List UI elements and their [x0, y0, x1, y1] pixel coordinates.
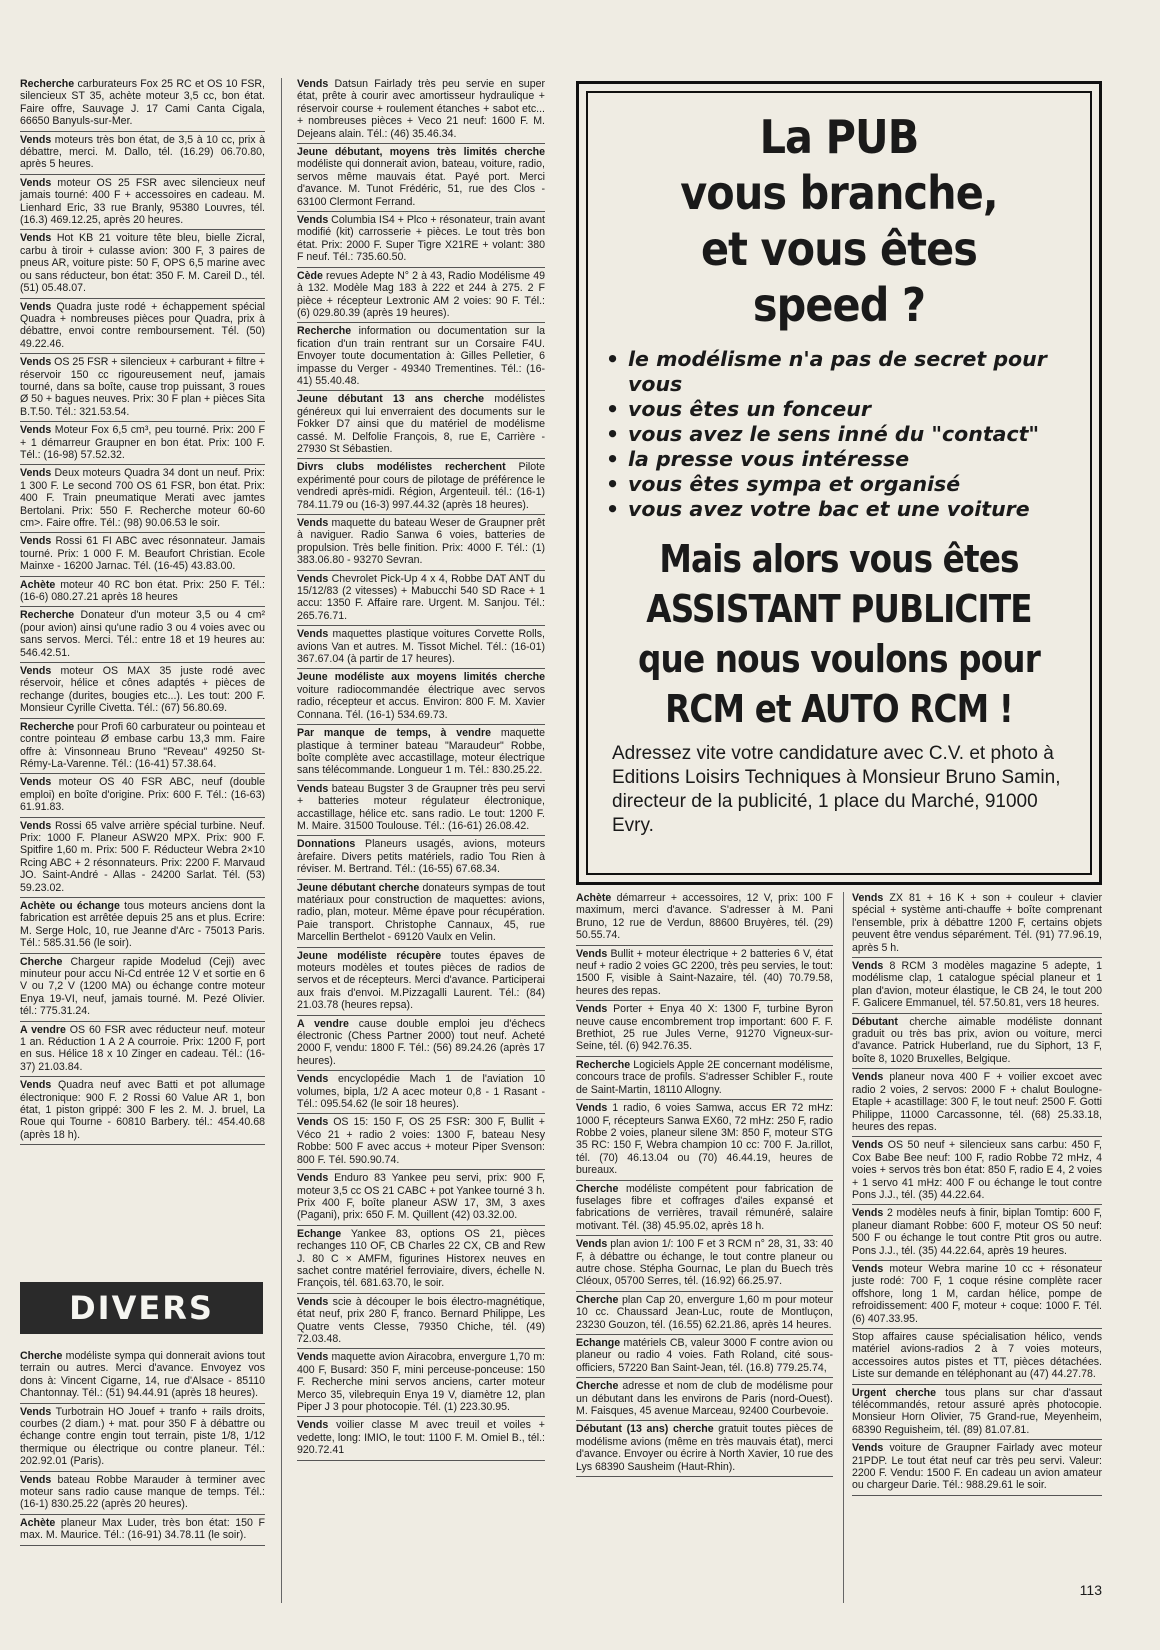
classified-ad [297, 325, 545, 391]
classified-ad [297, 671, 545, 725]
ad-body: plan Cap 20, envergure 1,60 m pour moteur 10 cc. Chaussard Jean-Luc, route de Montluçon, 23230 Gouzon, tél. (16.55) 62.21.86, après 14 heures. [576, 1293, 833, 1331]
ad-body: Bullit + moteur électrique + 2 batteries 6 V, état neuf + radio 2 voies GC 2200, très peu servies, le tout: 1500 F, visible à Saint-Nazaire, tél. (40) 70.79.58, heures des repas. [576, 947, 833, 997]
classified-ad [576, 1423, 833, 1477]
ad-lead-word: Vends [576, 947, 608, 960]
classified-ad [20, 579, 265, 608]
ad-body: Porter + Enya 40 X: 1300 F, turbine Byron neuve cause encombrement trop important: 600 F. F. Brethiot, 25 rue Jules Verne, 91270 Vigneux-sur-Seine, tél. (6) 942.76.35. [576, 1003, 833, 1053]
ad-lead-word: Vends [20, 424, 52, 437]
ad-job-title [623, 534, 1055, 734]
classified-ad [297, 838, 545, 879]
ad-lead-word: Vends [20, 776, 52, 789]
classified-ad [297, 783, 545, 837]
classified-ad [852, 1139, 1102, 1205]
ad-body: planeur Max Luder, très bon état: 150 F max. M. Maurice. Tél.: (16-91) 34.78.11 (le soir). [20, 1516, 265, 1542]
column-divider [843, 892, 844, 1603]
ad-lead-word: Vends [297, 1419, 329, 1432]
classified-ad [576, 1238, 833, 1292]
classified-ad [20, 900, 265, 954]
ad-body: moteur OS MAX 35 juste rodé avec réservoir, hélice et cônes adaptés + pièces de rechange (durites, bougies etc...). Les tout: 200 F. Monsieur Cyrille Civetta. Tél.: (67) 56.80.69. [20, 665, 265, 715]
classified-ad [297, 1228, 545, 1294]
ad-body: OS 50 neuf + silencieux sans carbu: 450 F, Cox Babe Bee neuf: 100 F, radio Robbe 72 mHz, 4 voies + servos très bon état: 850 F, radio E 4, 2 voies + 1 servo 41 mHz: 400 F ou échange le tout contre Pons J.J., tél. (35) 44.22.64. [852, 1139, 1102, 1201]
classifieds-column-2 [297, 78, 545, 1463]
classified-ad [20, 609, 265, 663]
ad-lead-word: Vends [297, 78, 329, 90]
classified-ad [852, 1263, 1102, 1329]
ad-lead-word: Jeune débutant 13 ans cherche [297, 393, 485, 406]
ad-body: moteurs très bon état, de 3,5 à 10 cc, prix à débattre, merci. M. Dallo, tél. (16.29) 06.70.80, après 5 heures. [20, 133, 265, 171]
ad-body: Datsun Fairlady très peu servie en super état, prête à courir avec amortisseur hydraulique + réservoir course + roulement étanches + sabot etc... + nombreuses pièces + Veco 21 neuf: 1600 F. M. Dejeans alain. Tél.: (46) 35.46.34. [297, 78, 546, 140]
ad-body: maquette du bateau Weser de Graupner prêt à naviguer. Radio Sanwa 6 voies, batteries de propulsion. Très belle finition. Prix: 4000 F. Tél.: (1) 383.06.80 - 93270 Sevran. [297, 517, 545, 567]
ad-lead-word: Vends [297, 1295, 329, 1308]
ad-body: moteur 40 RC bon état. Prix: 250 F. Tél.: (16-6) 080.27.21 après 18 heures [20, 578, 265, 604]
ad-lead-word: Vends [20, 176, 52, 189]
classified-ad [297, 146, 545, 212]
classified-ad [20, 424, 265, 465]
classified-ad [852, 1387, 1102, 1441]
ad-body: Quadra neuf avec Batti et pot allumage électronique: 900 F. 2 Rossi 60 Value AR 1, bon état, 1 piston grippé: 300 F les 2. M. J. bruel, La Roue qui Tourne - 60810 Barbery. tél.: 454.40.68 (après 18 h). [20, 1079, 265, 1141]
ad-lead-word: Vends [297, 1351, 329, 1364]
ad-lead-word: Echange [576, 1337, 621, 1349]
classified-ad [20, 956, 265, 1022]
classified-ad [852, 1442, 1102, 1496]
ad-headline-line: et vous êtes [700, 222, 978, 276]
classified-ad [297, 1116, 545, 1170]
ad-body: maquette plastique à terminer bateau "Maraudeur" Robbe, boîte complète avec accastillage, moteur électrique sans télécommande. Longueur 1 m. Tél.: 830.25.22. [297, 727, 545, 777]
ad-body: maquette avion Airacobra, envergure 1,70 m: 400 F, Busard: 350 F, mini perceuse-ponceuse: 150 F. Recherche mini servos anciens, carter moteur Merco 35, vilebrequin Enya 19 V, diamètre 12, plan Piper J 3 pour photocopie. Tél. (1) 223.30.95. [297, 1351, 545, 1413]
ad-lead-word: Vends [576, 1102, 608, 1115]
ad-title-line: RCM et AUTO RCM ! [665, 687, 1013, 731]
ad-lead-word: Cherche [576, 1380, 619, 1393]
ad-body: Logiciels Apple 2E concernant modélisme, concours trace de profils. S'adresser Schibler F., route de Saint-Martin, 18110 Allogny. [576, 1058, 833, 1096]
ad-headline [613, 109, 1065, 333]
ad-body: 2 modèles neufs à finir, biplan Tomtip: 600 F, planeur diamant Robbe: 600 F, moteur OS 50 neuf: 500 F ou échange le tout contre Ptit gros ou autre. Pons J.J., tél. (35) 44.22.64, après 19 heures. [852, 1207, 1102, 1257]
ad-body: tous moteurs anciens dont la fabrication est arrêtée depuis 25 ans et plus. Ecrire: M. Serge Holc, 10, rue Jeanne d'Arc - 75013 Paris. Tél.: 585.31.56 (le soir). [20, 899, 265, 950]
ad-body: toutes épaves de moteurs modèles et toutes pièces de radios de servos et de récepteurs. Merci d'avance. Participerai aux frais d'envoi. M.Pizzagalli Laurent. Tél.: (84) 21.03.78 (heures repsa). [297, 949, 545, 1012]
classified-ad [297, 461, 545, 515]
ad-lead-word: Débutant [852, 1015, 898, 1028]
ad-body: Quadra juste rodé + échappement spécial Quadra + nombreuses pièces pour Quadra, prix à débattre, envoi contre remboursement. Tél. (50) 49.22.46. [20, 300, 265, 350]
ad-lead-word: Vends [852, 1139, 884, 1152]
ad-body: donateurs sympas de tout matériaux pour construction de maquettes: avions, radio, plan, moteur. Même épave pour récupération. Paie transport. Christophe Cannaux, 45, rue Marcellin Berthelot - 69120 Vaulx en Velin. [297, 881, 546, 944]
ad-body: tous plans sur char d'assaut télécommandés, retour assuré après photocopie. Monsieur Horn Olivier, 75 Grand-rue, Meyenheim, 68390 Reguisheim, tél. (89) 81.07.81. [852, 1386, 1103, 1436]
ad-lead-word: Vends [20, 535, 52, 548]
ad-lead-word: Achète [576, 892, 612, 904]
ad-lead-word: Jeune modéliste récupère [297, 949, 442, 962]
ad-bullet-list [606, 347, 1090, 522]
classified-ad [20, 1474, 265, 1515]
ad-lead-word: Vends [20, 300, 52, 313]
page-number: 113 [1079, 1582, 1102, 1598]
ad-bullet: • vous êtes sympa et organisé [606, 472, 1090, 497]
ad-body: moteur OS 25 FSR avec silencieux neuf jamais tourné: 400 F + accessoires en cadeau. M. Lienhard Eric, 33 rue Branly, 95380 Louvres, tél. (16.3) 469.12.25, après 20 heures. [20, 176, 266, 227]
classifieds-column-1 [20, 78, 265, 1147]
ad-lead-word: Vends [20, 356, 52, 369]
ad-body: démarreur + accessoires, 12 V, prix: 100 F maximum, merci d'avance. S'adresser à M. Pani Bruno, 12 rue de Verdun, 88600 Bruyères, tél. (29) 50.55.74. [576, 892, 833, 942]
ad-body: moteur Webra marine 10 cc + résonateur juste rodé: 700 F, 1 coque résine complète racer offshore, long 1 M, cardan hélice, pompe de refroidissement: 400 F, moteur + coque: 1000 F. Tél. (6) 407.33.95. [852, 1262, 1102, 1325]
ad-body: maquettes plastique voitures Corvette Rolls, avions Van et autres. M. Tissot Michel. Tél.: (16-01) 367.67.04 (à partir de 17 heures). [297, 628, 545, 666]
ad-body: OS 25 FSR + silencieux + carburant + filtre + réservoir 150 cc rigoureusement neuf, jamais tourné, dans sa boîte, cause trop puissant, 3 roues Ø 50 + bagues neuves. Prix: 30 F plan + pièces Sita B.T.50. Tél.: 321.53.54. [20, 356, 265, 418]
ad-body: ZX 81 + 16 K + son + couleur + clavier spécial + système anti-chauffe + boîte comprenant l'ensemble, prix à débattre 1200 F, certains objets peuvent être vendus séparément. Tél. (91) 77.96.19, après 5 h. [852, 892, 1102, 954]
ad-body: Hot KB 21 voiture tête bleu, bielle Zicral, carbu à tiroir + culasse avion: 300 F, 3 paires de pneus AR, voiture piste: 50 F, OPS 6,5 marine avec ou sans réducteur, bon état: 350 F. M. Careil D., tél. (51) 05.48.07. [20, 232, 265, 295]
ad-lead-word: Urgent cherche [852, 1386, 937, 1399]
ad-body: Stop affaires cause spécialisation hélico, vends matériel avions-radios 2 à 7 voies moteurs, accessoires autos pistes et TT, pièces détachées. Liste sur demande en téléphonant au (47) 44.27.78. [852, 1331, 1102, 1381]
ad-body: Planeurs usagés, avions, moteurs àrefaire. Divers petits matériels, radio Tou Rien à réviser. M. Bertrand. Tél.: (16-55) 67.68.34. [297, 838, 545, 876]
ad-lead-word: Cède [297, 269, 323, 282]
ad-lead-word: Vends [297, 1116, 329, 1129]
classified-ad [20, 356, 265, 422]
classified-ad [20, 776, 265, 817]
classified-ad [576, 1380, 833, 1421]
ad-headline-line: La PUB [759, 110, 919, 164]
ad-lead-word: Divrs clubs modélistes recherchent [297, 461, 506, 474]
ad-lead-word: Achète [20, 1516, 56, 1529]
classified-ad [852, 1016, 1102, 1070]
ad-bullet: • vous avez le sens inné du "contact" [606, 422, 1090, 447]
classified-ad [20, 301, 265, 355]
ad-lead-word: Recherche [20, 720, 75, 733]
classified-ad [297, 78, 545, 144]
ad-lead-word: Cherche [20, 1350, 63, 1362]
ad-contact-text: Adressez vite votre candidature avec C.V. et photo à Editions Loisirs Techniques à Monsieur Bruno Samin, directeur de la publicité, 1 place du Marché, 91000 Evry. [612, 743, 1061, 836]
ad-body: Donateur d'un moteur 3,5 ou 4 cm² (pour avion) ainsi qu'une radio 3 ou 4 voies avec ou sans servos. Merci. Tél.: entre 18 et 19 heures au: 546.42.51. [20, 609, 265, 659]
column-divider [281, 78, 282, 1603]
ad-body: encyclopédie Mach 1 de l'aviation 10 volumes, bipla, 1/2 A acec moteur 0,8 - 1 Rasant - Tél.: 095.54.62 (le soir 18 heures). [297, 1073, 545, 1111]
classified-ad [576, 1059, 833, 1100]
ad-body: voiture radiocommandée électrique avec servos radio, récepteur et accus. Environ: 800 F. M. Xavier Connana. Tél. (16-1) 534.69.73. [297, 683, 545, 721]
ad-lead-word: Vends [20, 1473, 52, 1486]
ad-lead-word: Vends [852, 892, 884, 904]
ad-lead-word: Vends [852, 1071, 884, 1084]
ad-lead-word: Recherche [20, 609, 75, 622]
ad-lead-word: Vends [20, 232, 52, 245]
classified-ad [20, 535, 265, 576]
ad-lead-word: Vends [576, 1003, 608, 1016]
classified-ad [297, 628, 545, 669]
classified-ad [297, 1172, 545, 1226]
ad-lead-word: Vends [20, 133, 52, 146]
classified-ad [297, 727, 545, 781]
ad-body: 1 radio, 6 voies Samwa, accus ER 72 mHz: 1000 F, récepteurs Sanwa EX60, 72 mHz: 250 F, radio Robbe 2 voies, planeur silene 3M: 850 F, moteur STG 35 RC: 150 F, Webra champion 10 cc: 700 F. Ja.rillot, tél. (70) 46.13.04 ou (70) 46.44.19, heures de bureaux. [576, 1102, 834, 1177]
ad-body: modélistes généreux qui lui enverraient des documents sur le Fokker D7 ainsi que du matériel de modélisme cassé. M. Delfolie François, 8, rue E, Carrière - 27930 St Sébastien. [297, 393, 545, 455]
ad-body: OS 15: 150 F, OS 25 FSR: 300 F, Bullit + Véco 21 + radio 2 voies: 1300 F, bateau Nesy Robbe: 500 F avec accus + moteur Piper Svenson: 800 F. Tél. 590.90.74. [297, 1116, 545, 1166]
ad-body: carburateurs Fox 25 RC et OS 10 FSR, silencieux ST 35, achète moteur 3,5 cc, bon état. Faire offre, Sauvage J. 17 Cami Canta Cigala, 66650 Banyuls-sur-Mer. [20, 78, 266, 128]
ad-lead-word: Vends [297, 782, 329, 795]
classified-ad [297, 1351, 545, 1417]
classified-ad [20, 721, 265, 775]
ad-body: modéliste qui donnerait avion, bateau, voiture, radio, servos même mauvais état. Payé port. Merci d'avance. M. Tunot Frédéric, 51, rue des Clos - 63100 Clermont Ferrand. [297, 158, 545, 208]
ad-body: Chargeur rapide Modelud (Ceji) avec minuteur pour accu Ni-Cd entrée 12 V et sortie en 6 V ou 7,2 V (1200 MA) ou échange contre moteur Enya 19-VI, neuf, jamais tourné. M. Pezé Olivier. tél.: 775.31.24. [20, 955, 265, 1018]
ad-lead-word: Vends [297, 1172, 329, 1185]
ad-lead-word: Echange [297, 1227, 342, 1240]
ad-bullet: • vous êtes un fonceur [606, 397, 1090, 422]
classified-ad [20, 78, 265, 132]
ad-lead-word: Recherche [576, 1058, 631, 1071]
ad-lead-word: A vendre [20, 1023, 66, 1036]
ad-lead-word: Vends [852, 1207, 884, 1220]
ad-body: Deux moteurs Quadra 34 dont un neuf. Prix: 1 300 F. Le second 700 OS 61 FSR, bon état. Prix: 400 F. Train pneumatique Merati avec jamtes Bertolani. Prix: 550 F. Recherche moteur 60-60 cm>. Faire offre. Tél.: (98) 90.06.53 le soir. [20, 467, 265, 529]
ad-title-line: Mais alors vous êtes [659, 537, 1019, 581]
classified-ad [20, 1517, 265, 1546]
ad-body: information ou documentation sur la fication d'un train rentrant sur un Corsaire F4U. Envoyer toute documentation à: Gilles Pelletier, 6 impasse du Verger - 49340 Trementines. Tél.: (16-41) 55.40.48. [297, 325, 545, 387]
ad-body: voiture de Graupner Fairlady avec moteur 21PDP. Le tout état neuf car très peu servi. Valeur: 2200 F. Vendu: 1500 F. En cadeau un avion amateur ou chargeur Darie. Tél.: 988.29.61 le soir. [852, 1442, 1103, 1492]
classified-ad [297, 950, 545, 1016]
ad-lead-word: Vends [297, 572, 329, 585]
ad-lead-word: Vends [576, 1238, 608, 1251]
ad-bullet: • vous avez votre bac et une voiture [606, 497, 1090, 522]
ad-body: OS 60 FSR avec réducteur neuf. moteur 1 an. Réduction 1 A 2 A courroie. Prix: 1200 F, port en sus. Hélice 18 x 10 Zinger en cadeau. Tél.: (16-37) 21.03.84. [20, 1023, 265, 1073]
classified-ad [297, 517, 545, 571]
ad-bullet: • la presse vous intéresse [606, 447, 1090, 472]
ad-lead-word: Vends [20, 1079, 52, 1092]
ad-lead-word: Vends [297, 517, 329, 529]
classified-ad [576, 948, 833, 1002]
ad-lead-word: Jeune débutant cherche [297, 881, 420, 894]
classified-ad [576, 1003, 833, 1057]
ad-lead-word: Vends [852, 1262, 884, 1275]
ad-body: Enduro 83 Yankee peu servi, prix: 900 F, moteur 3,5 cc OS 21 CABC + pot Yankee tourné 3 h. Prix 400 F, boîte planeur ASW 17, 3M, 3 axes (Pagani), prix: 650 F. M. Quillent (42) 03.32.00. [297, 1172, 545, 1222]
classified-ad [576, 1294, 833, 1335]
classified-ad [852, 892, 1102, 958]
ad-lead-word: Vends [852, 1442, 884, 1455]
classified-ad [576, 892, 833, 946]
ad-lead-word: Vends [20, 1405, 52, 1418]
classified-ad [297, 882, 545, 948]
ad-lead-word: Recherche [20, 78, 75, 90]
ad-lead-word: Cherche [576, 1182, 619, 1195]
classified-ad [297, 1419, 545, 1460]
ad-body: 8 RCM 3 modèles magazine 5 adepte, 1 modélisme clap, 1 catalogue spécial planeur et 1 plan d'avion, moteur élastique, le CB 24, le tout 200 F. Galicere Emmanuel, tél. 57.50.81, vers 18 heures. [852, 960, 1102, 1010]
classifieds-column-3 [576, 892, 833, 1479]
ad-body: voilier classe M avec treuil et voiles + vedette, long: IMIO, le tout: 1100 F. M. Omiel B., tél.: 920.72.41 [297, 1419, 545, 1457]
classified-ad [20, 467, 265, 533]
ad-body: planeur nova 400 F + voilier excoet avec radio 2 voies, 2 servos: 2000 F + chalut Boulogne-Etaple + acastillage: 300 F, le tout neuf: 2500 F. Gotti Philippe, 11000 Carcassonne, tél. (68) 25.33.18, heures des repas. [852, 1071, 1102, 1133]
classified-ad [20, 177, 265, 231]
ad-body: Moteur Fox 6,5 cm³, peu tourné. Prix: 200 F + 1 démarreur Graupner en bon état. Prix: 100 F. Tél.: (16-98) 57.52.32. [20, 424, 265, 461]
classified-ad [297, 1018, 545, 1072]
ad-title-line: que nous voulons pour [638, 637, 1040, 681]
ad-title-line: ASSISTANT PUBLICITE [646, 587, 1032, 631]
classified-ad [20, 134, 265, 175]
classified-ad [297, 393, 545, 459]
classified-ad [852, 1071, 1102, 1137]
ad-lead-word: Donnations [297, 838, 356, 851]
recruitment-ad-frame [586, 91, 1092, 875]
classified-ad [20, 232, 265, 298]
classified-ad [852, 1207, 1102, 1261]
ad-body: bateau Robbe Marauder à terminer avec moteur sans radio cause manque de temps. Tél.: (16-1) 830.25.22 (après 20 heures). [20, 1473, 266, 1511]
ad-body: Turbotrain HO Jouef + tranfo + rails droits, courbes (2 diam.) + mat. pour 350 F à débattre ou échange contre engin tout terrain, piste 1/8, 1/12 thermique ou électrique ou contre planeur. Tél.: 202.92.01 (Paris). [20, 1405, 265, 1468]
classified-ad [20, 1350, 265, 1404]
ad-body: matériels CB, valeur 3000 F contre avion ou planeur ou radio 4 voies. Fath Roland, cité sous-officiers, 57220 Ban Saint-Jean, tél. (16.8) 779.25.74, [576, 1337, 833, 1374]
ad-lead-word: Vends [852, 960, 884, 973]
ad-lead-word: Recherche [297, 325, 352, 338]
ad-headline-line: speed ? [752, 278, 926, 332]
ad-body: modéliste compétent pour fabrication de fuselages fibre et coffrages d'ailes expansé et fabrications de verrières, travail rémunéré, salaire motivant. Tél. (38) 45.95.02, après 18 h. [576, 1182, 833, 1232]
ad-lead-word: Vends [20, 467, 52, 480]
ad-body: Yankee 83, options OS 21, pièces rechanges 110 OF, CB Charles 22 CX, CB and Rew J. 80 C × AMFM, figurines Historex neuves en sachet contre matériel ferroviaire, divers, échelle N. François, tél. 681.63.70, le soir. [297, 1227, 545, 1290]
classified-ad [297, 573, 545, 627]
classified-ad [20, 1024, 265, 1078]
ad-body: scie à découper le bois électro-magnétique, état neuf, prix 280 F, franco. Bernard Philippe, Les Quatre vents Clesse, 79350 Chiche, tél. (49) 72.03.48. [297, 1295, 545, 1345]
ad-body: gratuit toutes pièces de modélisme avions (même en très mauvais état), merci d'avance. Envoyer ou écrire à North Xavier, 10 rue des Lys 68390 Sausheim (Haut-Rhin). [576, 1423, 834, 1473]
ad-body: Rossi 61 FI ABC avec résonnateur. Jamais tourné. Prix: 1 000 F. M. Beaufort Christian. Ecole Mainxe - 16200 Jarnac. Tél. (16-45) 43.83.00. [20, 535, 265, 573]
ad-body: modéliste sympa qui donnerait avions tout terrain ou autres. Merci d'avance. Envoyez vos dons à: Vincent Cigarne, 14, rue d'Alsace - 85110 Chantonnay. Tél.: (51) 94.44.91 (après 18 heures). [20, 1350, 265, 1400]
classified-ad [297, 1296, 545, 1350]
ad-lead-word: A vendre [297, 1017, 349, 1030]
ad-headline-line: vous branche, [680, 166, 998, 220]
ad-body: Chevrolet Pick-Up 4 x 4, Robbe DAT ANT du 15/12/83 (2 vitesses) + Mabucchi 540 SD Race + 1 accu: 1350 F. Affaire rare. Urgent. M. Sanjou. Tél.: 265.76.71. [297, 572, 545, 622]
ad-body: adresse et nom de club de modélisme pour un débutant dans les environs de Paris (nord-Ouest). M. Faisques, 45 avenue Marceau, 92400 Courbevoie. [576, 1380, 833, 1418]
ad-body: Rossi 65 valve arrière spécial turbine. Neuf. Prix: 1000 F. Planeur ASW20 MPX. Prix: 900 F. Spitfire 1,60 m. Prix: 500 F. Réducteur Webra 2×10 Rcing ABC + 2 résonnateurs. Prix: 2200 F. Marvaud JO. Saint-André - Allas - 24200 Sarlat. Tél. (53) 59.23.02. [20, 819, 265, 894]
ad-lead-word: Vends [297, 1073, 329, 1086]
ad-body: Pilote expérimenté pour cours de pilotage de préférence le vendredi après-midi. Région, Argenteuil. tél.: (16-1) 784.11.79 ou (16-3) 997.44.32 (après 18 heures). [297, 461, 545, 511]
recruitment-ad [576, 81, 1102, 885]
ad-body: moteur OS 40 FSR ABC, neuf (double emploi) en boîte d'origine. Prix: 600 F. Tél.: (16-63) 61.91.83. [20, 776, 265, 814]
ad-lead-word: Vends [20, 819, 52, 832]
classified-ad [297, 270, 545, 324]
ad-lead-word: Vends [20, 665, 52, 678]
classified-ad [20, 665, 265, 719]
classified-ad [297, 1073, 545, 1114]
ad-body: pour Profi 60 carburateur ou pointeau et contre pointeau Ø embase carbu 13,3 mm. Faire offre à: Vinsonneau Bruno "Reveau" 49250 St-Rémy-La-Varenne. Tél.: (16-41) 57.38.64. [20, 720, 266, 770]
ad-body: cherche aimable modéliste donnant graduit ou très bas prix, avion ou voiture, merci d'avance. Patrick Huberland, rue du Siphort, 13 F, boîte 8, 1020 Bruxelles, Belgique. [852, 1015, 1102, 1065]
ad-lead-word: Achète ou échange [20, 899, 120, 912]
classified-ad [20, 1406, 265, 1472]
ad-body: plan avion 1/: 100 F et 3 RCM n° 28, 31, 33: 40 F, à débattre ou échange, le tout contre planeur ou autre chose. Stépha Gournac, Le plan du Buech très Cléoux, 05700 Serres, tél. (16.92) 66.25.97. [576, 1238, 833, 1288]
classified-ad [576, 1102, 833, 1180]
ad-lead-word: Débutant (13 ans) cherche [576, 1423, 714, 1436]
classifieds-column-1-divers [20, 1350, 265, 1548]
ad-lead-word: Vends [297, 214, 329, 227]
divers-section-header: DIVERS [20, 1282, 263, 1334]
ad-body: bateau Bugster 3 de Graupner très peu servi + batteries moteur régulateur électronique, accastillage, hélice etc. sans radio. Le tout: 1200 F. M. Maire. 31500 Toulouse. Tél.: (16-61) 26.08.42. [297, 782, 545, 832]
classified-ad [297, 214, 545, 268]
classified-ad [20, 1079, 265, 1145]
classified-ad [20, 820, 265, 898]
classified-ad [852, 1331, 1102, 1385]
classified-ad [576, 1183, 833, 1237]
ad-lead-word: Jeune modéliste aux moyens limités cherche [297, 671, 545, 684]
classifieds-column-4 [852, 892, 1102, 1498]
ad-bullet: • le modélisme n'a pas de secret pour vous [606, 347, 1090, 397]
ad-body: cause double emploi jeu d'échecs électronic (Chess Partner 2000) tout neuf. Acheté 2000 F, vendu: 1800 F. Tél.: (56) 89.24.26 (après 17 heures). [297, 1017, 545, 1067]
ad-lead-word: Jeune débutant, moyens très limités cherche [297, 146, 545, 159]
ad-body: revues Adepte N° 2 à 43, Radio Modélisme 49 à 132. Modèle Mag 183 à 222 et 244 à 275. 2 F pièce + récepteur Lextronic AM 2 voies: 90 F. Tél.: (6) 029.80.39 (après 19 heures). [297, 269, 545, 319]
ad-lead-word: Vends [297, 628, 329, 641]
ad-body: Columbia IS4 + Plco + résonateur, train avant modifié (kit) carrosserie + pièces. Le tout très bon état. Prix: 2000 F. Super Tigre X21RE + volant: 380 F neuf. Tél.: 735.60.50. [297, 214, 545, 264]
ad-lead-word: Cherche [576, 1293, 619, 1306]
classified-ad [576, 1337, 833, 1378]
classified-ad [852, 960, 1102, 1014]
ad-lead-word: Par manque de temps, à vendre [297, 727, 491, 740]
ad-lead-word: Cherche [20, 955, 63, 968]
ad-lead-word: Achète [20, 578, 56, 591]
